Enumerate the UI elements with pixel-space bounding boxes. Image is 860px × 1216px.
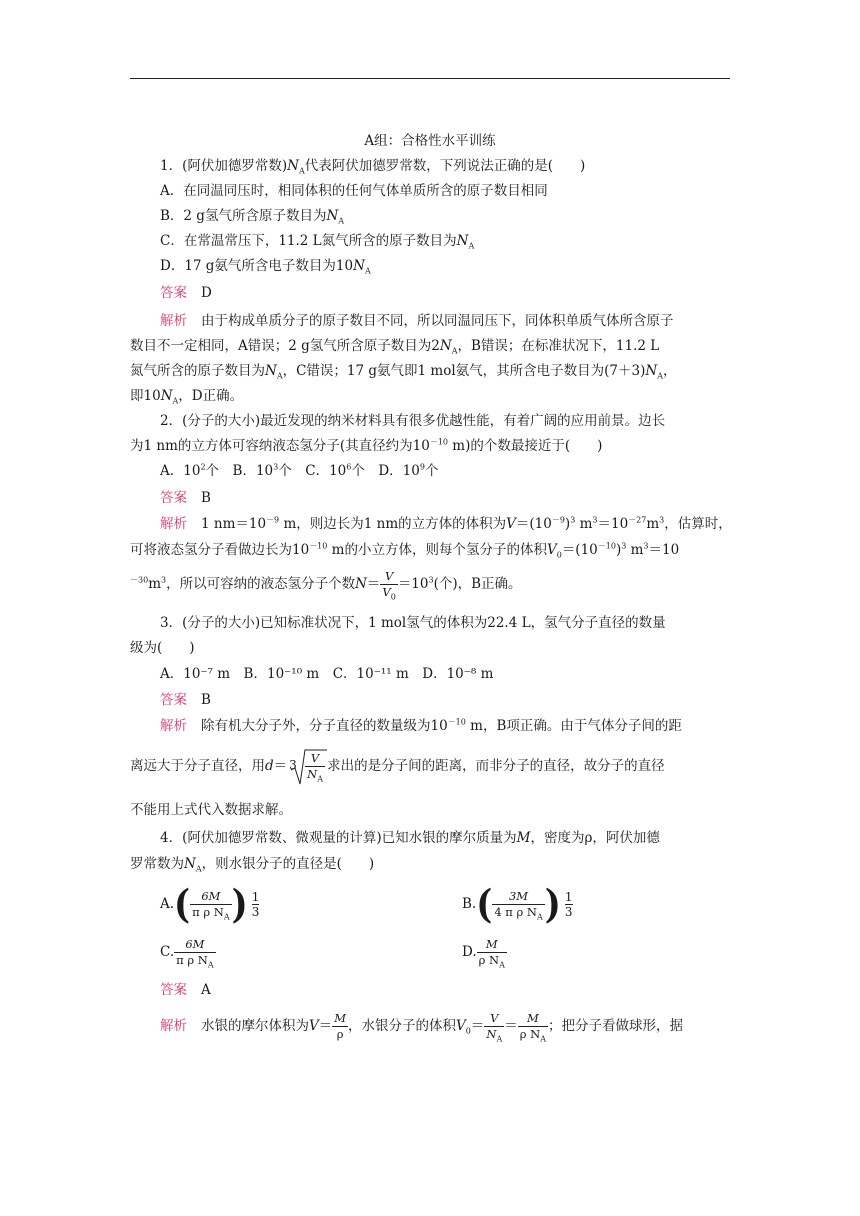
- fraction-v-over-v0: $\frac{V}{V_0}$: [382, 569, 396, 602]
- q2-analysis-line3: $^{-30}m^3$，所以可容纳的液态氢分子个数N＝ $\frac{V}{V_0}$ $=10^3$(个)，B正确。: [130, 569, 522, 602]
- q2-stem-line1: 2．(分子的大小)最近发现的纳米材料具有很多优越性能，有着广阔的应用前景。边长: [160, 413, 666, 429]
- q2-answer: 答案 B: [160, 490, 211, 506]
- section-title: A组：合格性水平训练: [364, 133, 496, 149]
- q1-analysis-line4: 即$10N_A$，D正确。: [130, 388, 244, 406]
- q3-stem-line1: 3．(分子的大小)已知标准状况下，1 mol氢气的体积为22.4 L，氢气分子直径的数量: [160, 615, 666, 631]
- q4-answer: 答案 A: [160, 982, 211, 998]
- q3-analysis-line1: 解析 除有机大分子外，分子直径的数量级为$10^{-10}$ m，B项正确。由于气体分子间的距: [160, 717, 682, 734]
- q4-option-c: C. $\frac{6M}{\pi \rho N_A}$: [160, 937, 214, 970]
- q1-option-d: D．17 g氨气所含电子数目为$10N_A$: [160, 258, 371, 276]
- q3-answer: 答案 B: [160, 692, 211, 708]
- q1-stem: 1．(阿伏加德罗常数)$N_A$代表阿伏加德罗常数，下列说法正确的是( ): [160, 158, 586, 176]
- header-rule: [130, 78, 730, 79]
- q4-analysis-line1: 解析 水银的摩尔体积为V＝ $\frac{M}{\rho}$ ，水银分子的体积$V_0=$ $\frac{V}{N_A}$ ＝ $\frac{M}{\rho N_A}$ ；把分子看做球形，据: [160, 1011, 683, 1044]
- q1-answer: 答案 D: [160, 285, 212, 301]
- q1-analysis-line1: 解析 由于构成单质分子的原子数目不同，所以同温同压下，同体积单质气体所含原子: [160, 313, 674, 329]
- q3-stem-line2: 级为( ): [130, 640, 195, 656]
- q4-stem-line2: 罗常数为$N_A$，则水银分子的直径是( ): [130, 856, 375, 874]
- q3-analysis-line3: 不能用上式代入数据求解。: [130, 802, 292, 818]
- q2-stem-line2: 为1 nm的立方体可容纳液态氢分子(其直径约为$10^{-10}$ m)的个数最接近于( ): [130, 437, 603, 454]
- q1-option-b: B．2 g氢气所含原子数目为$N_A$: [160, 208, 345, 226]
- q4-option-b: B.( $\frac{3M}{4 \pi \rho N_A}$ ) $\frac{1}{3}$: [462, 881, 573, 928]
- q2-analysis-line2: 可将液态氢分子看做边长为$10^{-10}$ m的小立方体，则每个氢分子的体积$V_0=(10^{-10})^3$ $m^3=10$: [130, 541, 680, 560]
- q4-stem-line1: 4．(阿伏加德罗常数、微观量的计算)已知水银的摩尔质量为M，密度为ρ，阿伏加德: [160, 830, 660, 846]
- q4-option-d: D. $\frac{M}{\rho N_A}$: [462, 937, 505, 970]
- q1-option-c: C．在常温常压下，11.2 L氮气所含的原子数目为$N_A$: [160, 233, 475, 251]
- q2-analysis-line1: 解析 1 $nm=10^{-9}$ m，则边长为1 nm的立方体的体积为$V=(10^{-9})^3$ $m^3=10^{-27}m^3$，估算时，: [160, 515, 732, 532]
- q2-options: A．$10^2$个 B．$10^3$个 C．$10^6$个 D．$10^9$个: [160, 462, 439, 479]
- cube-root-formula: 3 $\frac{V}{N_A}$: [287, 746, 327, 788]
- q3-options: A．10⁻⁷ m B．10⁻¹⁰ m C．10⁻¹¹ m D．10⁻⁸ m: [160, 666, 494, 682]
- q3-analysis-line2: 离远大于分子直径，用d＝ 3 $\frac{V}{N_A}$ 求出的是分子间的距离，而非分子的直径，故分子的直径: [130, 745, 665, 788]
- q1-option-a: A．在同温同压时，相同体积的任何气体单质所含的原子数目相同: [160, 183, 548, 199]
- q1-analysis-line3: 氮气所含的原子数目为$N_A$，C错误；17 g氨气即1 mol氨气，其所含电子数目为$(7+3)N_A$，: [130, 363, 677, 381]
- q4-option-a: A.( $\frac{6M}{\pi \rho N_A}$ ) $\frac{1}{3}$: [160, 881, 260, 928]
- q1-analysis-line2: 数目不一定相同，A错误；2 g氢气所含原子数目为$2N_A$，B错误；在标准状况下，11.2 L: [130, 338, 660, 356]
